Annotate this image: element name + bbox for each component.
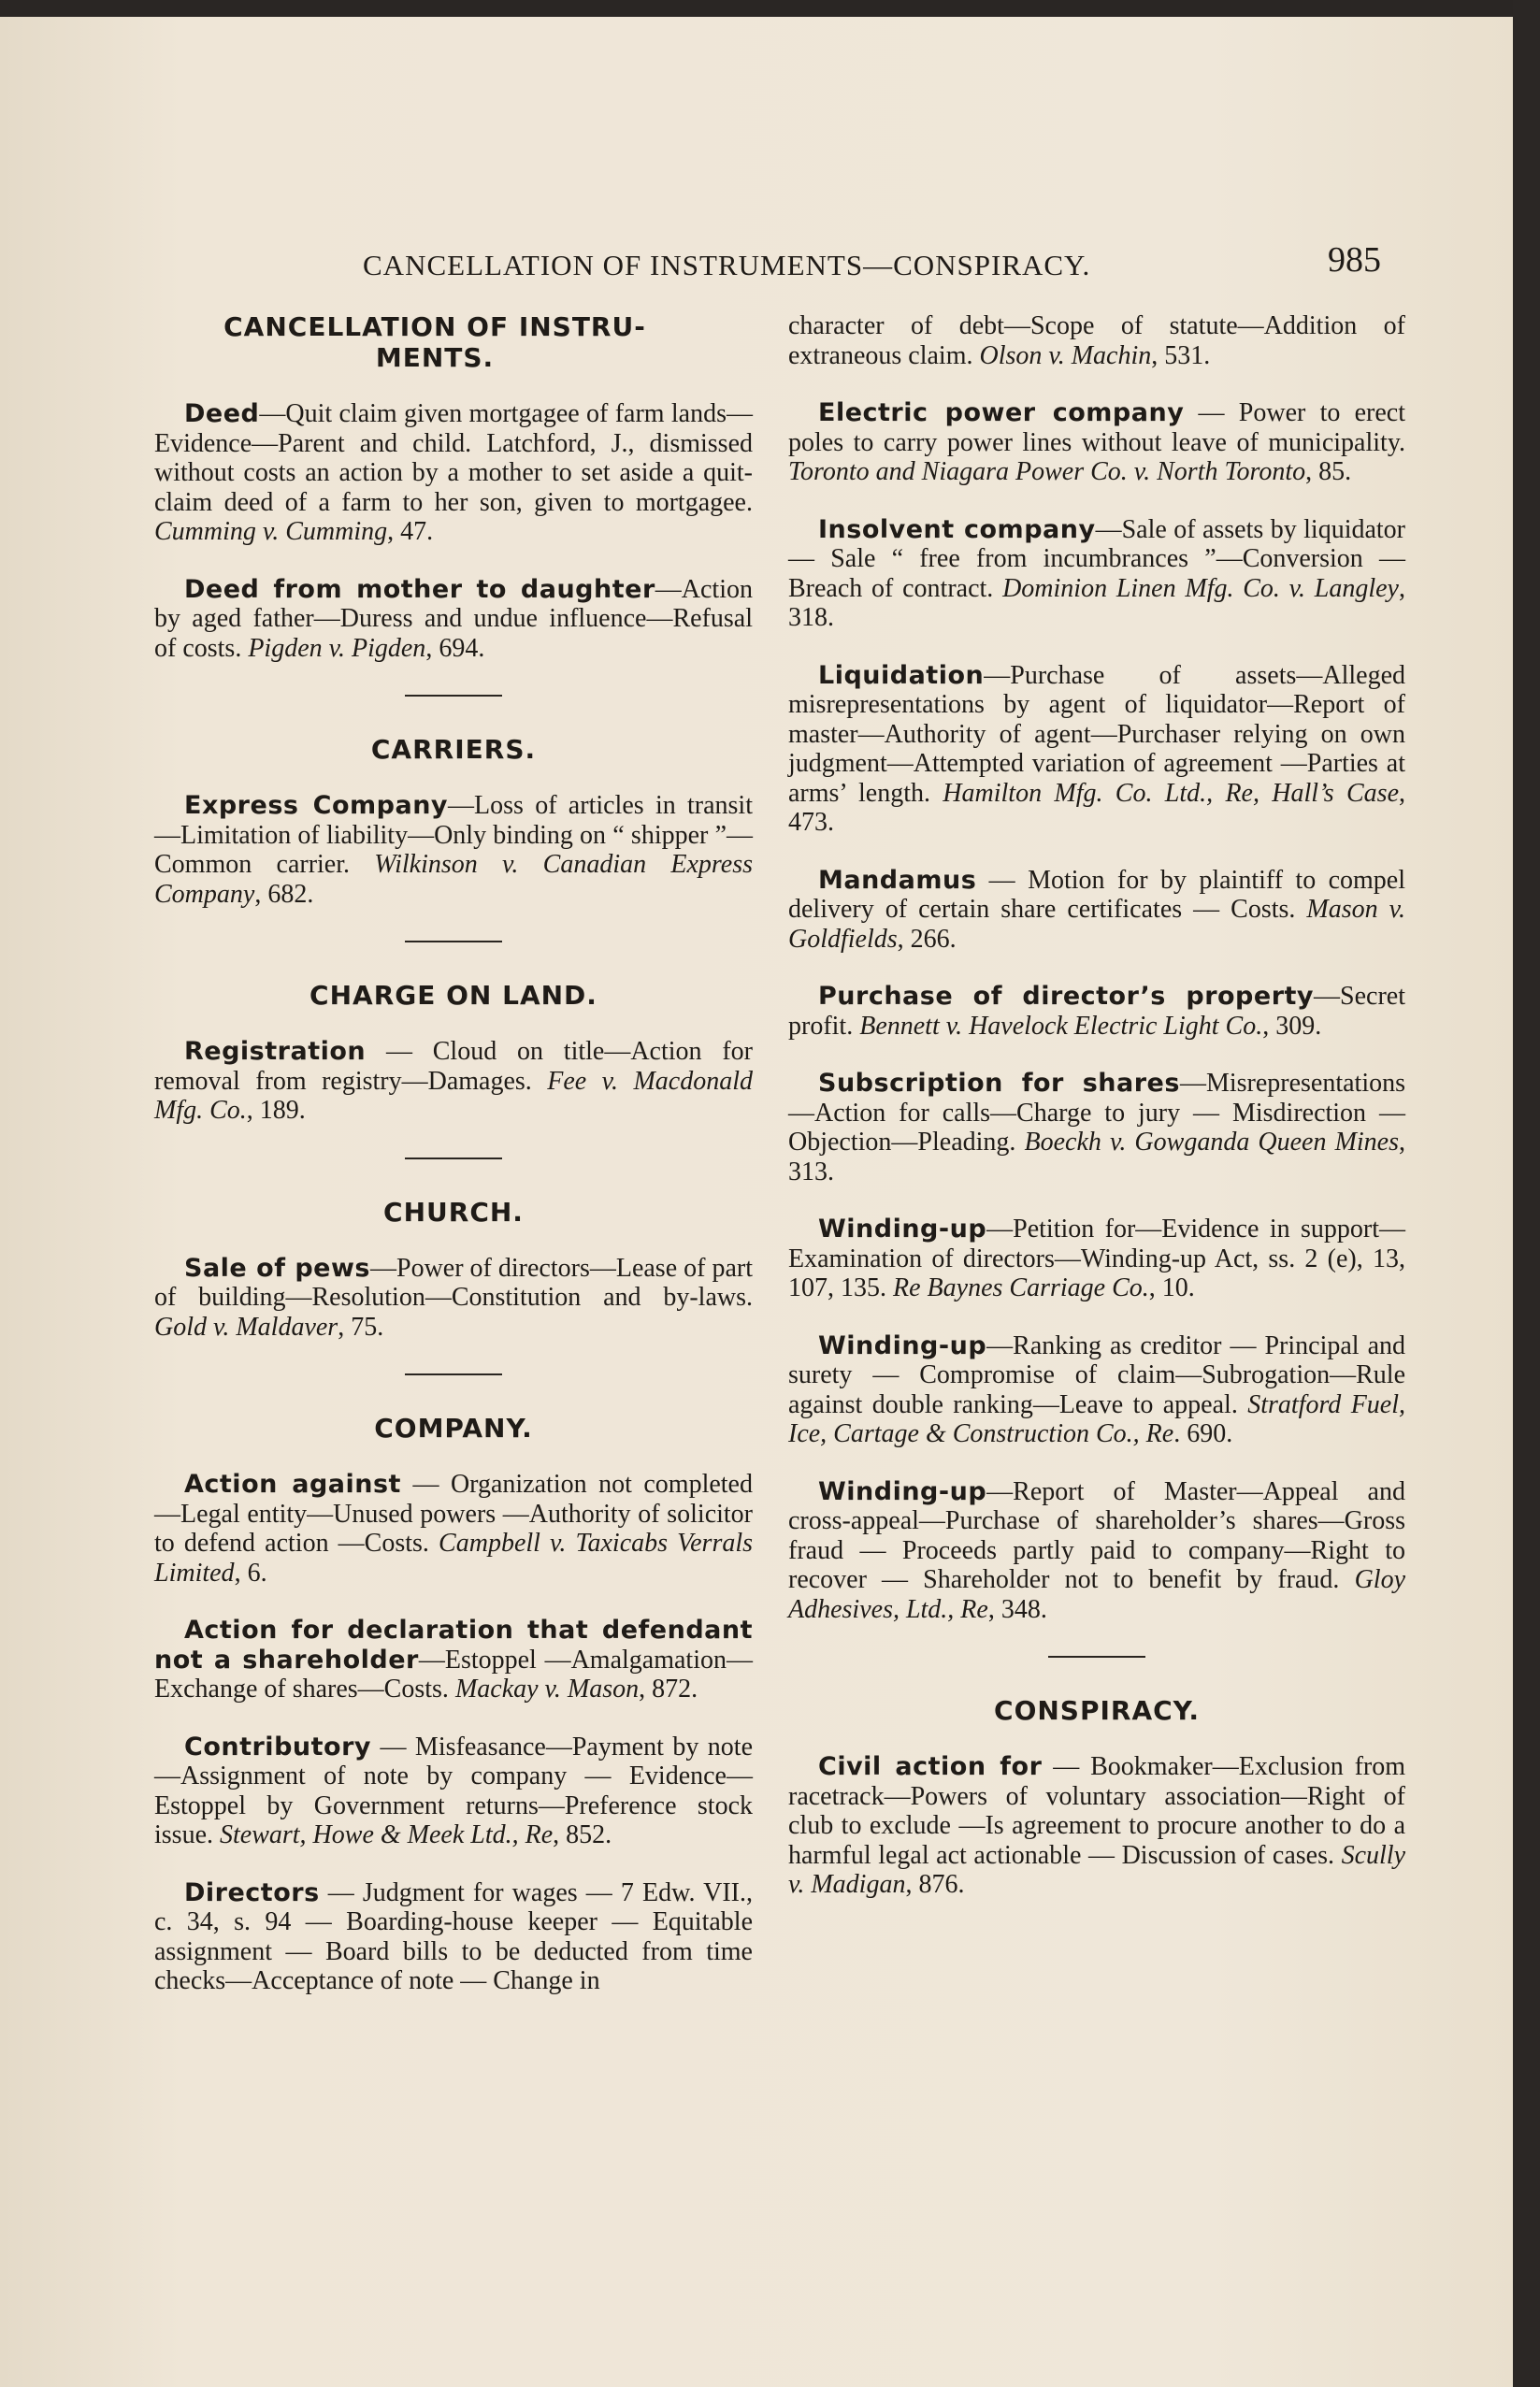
entry-text: —Action by aged father—Duress and undue influence—Refusal of costs. xyxy=(154,574,753,663)
entry-keyword: Winding-up xyxy=(818,1476,987,1506)
entry-text: — Judgment for wages — 7 Edw. VII., c. 34, s. 94 — Boarding-house keeper — Equitable assignment — Board bills to be deducted from time checks—Acceptance of note — Change in xyxy=(154,1877,753,1995)
case-cite: , 189. xyxy=(246,1096,306,1125)
entry-keyword: Purchase of director’s property xyxy=(818,982,1315,1011)
case-cite: , 75. xyxy=(338,1312,384,1342)
section-title-carriers: CARRIERS. xyxy=(370,734,537,765)
case-cite: . 690. xyxy=(1173,1419,1233,1448)
index-entry xyxy=(154,1254,753,1343)
entry-text: character of debt—Scope of statute—Addition of extraneous claim. xyxy=(788,311,1405,370)
index-entry xyxy=(788,661,1405,838)
scan-top-edge xyxy=(0,0,1540,17)
index-entry xyxy=(154,1733,753,1850)
case-name: Re Baynes Carriage Co. xyxy=(893,1273,1149,1302)
section-title-charge-on-land: CHARGE ON LAND. xyxy=(309,980,597,1011)
index-entry xyxy=(154,1616,753,1704)
section-divider xyxy=(405,695,502,697)
case-name: Pigden v. Pigden xyxy=(248,633,426,663)
case-cite: , 682. xyxy=(254,879,314,909)
entry-keyword: Action against xyxy=(184,1470,401,1499)
case-cite: , 531. xyxy=(1151,340,1211,370)
index-entry xyxy=(788,1331,1405,1449)
entry-text: — Organization not completed—Legal entity—Unused powers —Authority of solicitor to defend action —Costs. xyxy=(154,1470,753,1558)
entry-keyword: Winding-up xyxy=(818,1215,987,1244)
index-entry xyxy=(788,398,1405,487)
case-cite: , 694. xyxy=(425,633,485,663)
index-entry xyxy=(788,1215,1405,1303)
case-name: Hamilton Mfg. Co. Ltd., Re, Hall’s Case xyxy=(943,778,1399,808)
entry-keyword: Winding-up xyxy=(818,1330,987,1360)
scan-right-edge xyxy=(1513,0,1540,2387)
entry-text: — Motion for by plaintiff to compel delivery of certain share certificates — Costs. xyxy=(788,865,1405,924)
entry-keyword: Liquidation xyxy=(818,660,985,690)
index-entry xyxy=(154,1037,753,1126)
book-page xyxy=(0,17,1513,2387)
case-cite: , 473. xyxy=(788,778,1405,837)
case-cite: , 266. xyxy=(897,924,957,954)
index-entry xyxy=(154,399,753,547)
section-divider xyxy=(405,1158,502,1159)
index-entry xyxy=(154,1470,753,1588)
case-name: Bennett v. Havelock Electric Light Co. xyxy=(859,1011,1263,1041)
entry-keyword: Contributory xyxy=(184,1732,371,1761)
page-number: 985 xyxy=(1328,240,1381,280)
index-entry xyxy=(788,1752,1405,1900)
case-cite: , 852. xyxy=(553,1820,612,1849)
entry-text: —Sale of assets by liquidator — Sale “ free from incumbrances ”—Conversion — Breach of contract. xyxy=(788,514,1406,603)
left-column xyxy=(154,311,753,2024)
case-cite: , 309. xyxy=(1262,1011,1322,1041)
entry-text: —Power of directors—Lease of part of building—Resolution—Constitution and by-laws. xyxy=(154,1253,753,1312)
entry-text: —Quit claim given mortgagee of farm lands—Evidence—Parent and child. Latchford, J., dismissed without costs an action by a mother to set aside a quit-claim deed of a farm to her son, given to mortgagee. xyxy=(154,399,753,517)
entry-text: —Ranking as creditor — Principal and surety — Compromise of claim—Subrogation—Rule against double ranking—Leave to appeal. xyxy=(788,1330,1405,1419)
entry-text: —Purchase of assets—Alleged misrepresentations by agent of liquidator—Report of master—Authority of agent—Purchaser relying on own judgment—Attempted variation of agreement —Parties at arms’ length. xyxy=(788,660,1405,808)
page-header xyxy=(0,239,1513,295)
entry-keyword: Sale of pews xyxy=(184,1253,370,1283)
entry-keyword: Directors xyxy=(184,1877,320,1907)
case-cite: , 6. xyxy=(234,1558,267,1588)
entry-text: —Misrepresentations—Action for calls—Charge to jury — Misdirection — Objection—Pleading. xyxy=(788,1069,1405,1157)
index-entry xyxy=(154,575,753,664)
entry-keyword: Civil action for xyxy=(818,1752,1043,1781)
index-entry xyxy=(154,1878,753,1996)
continued-entry xyxy=(788,311,1405,370)
case-name: Gloy Adhesives, Ltd., Re xyxy=(788,1565,1405,1624)
entry-text: —Estoppel —Amalgamation—Exchange of shares—Costs. xyxy=(154,1645,753,1704)
case-name: Fee v. Macdonald Mfg. Co. xyxy=(154,1066,753,1125)
entry-keyword: Subscription for shares xyxy=(818,1069,1180,1098)
entry-keyword: Mandamus xyxy=(818,865,977,895)
section-title-church: CHURCH. xyxy=(383,1196,524,1228)
case-cite: , 313. xyxy=(788,1128,1405,1186)
case-name: Mackay v. Mason xyxy=(454,1675,640,1704)
index-entry xyxy=(788,866,1405,955)
entry-text: —Petition for—Evidence in support—Examination of directors—Winding-up Act, ss. 2 (e), 13, 107, 135. xyxy=(788,1215,1405,1302)
case-name: Scully v. Madigan xyxy=(788,1840,1406,1899)
section-divider xyxy=(405,1373,502,1375)
case-name: Campbell v. Taxicabs Verrals Limited xyxy=(154,1529,754,1588)
case-name: Cumming v. Cumming xyxy=(154,517,388,546)
case-name: Boeckh v. Gowganda Queen Mines xyxy=(1024,1128,1399,1157)
case-cite: , 10. xyxy=(1148,1273,1195,1302)
entry-keyword: Registration xyxy=(184,1037,367,1066)
entry-keyword: Deed from mother to daughter xyxy=(184,574,655,604)
entry-keyword: Deed xyxy=(184,399,260,428)
case-name: Gold v. Maldaver xyxy=(154,1312,338,1342)
entry-text: — Misfeasance—Payment by note—Assignment of note by company — Evidence—Estoppel by Government returns—Preference stock issue. xyxy=(154,1732,753,1849)
case-cite: , 85. xyxy=(1305,457,1352,486)
case-cite: , 47. xyxy=(387,517,434,546)
case-name: Wilkinson v. Canadian Express Company xyxy=(154,850,753,909)
entry-keyword: Electric power company xyxy=(818,398,1185,427)
case-name: Dominion Linen Mfg. Co. v. Langley xyxy=(1002,573,1399,603)
entry-text: — Cloud on title—Action for removal from registry—Damages. xyxy=(154,1037,753,1096)
index-entry xyxy=(788,1069,1405,1186)
section-title-conspiracy: CONSPIRACY. xyxy=(994,1695,1200,1726)
entry-keyword: Insolvent company xyxy=(818,514,1096,544)
running-title: CANCELLATION OF INSTRUMENTS—CONSPIRACY. xyxy=(363,249,1091,281)
section-title-cancellation: CANCELLATION OF INSTRU-MENTS. xyxy=(223,311,646,373)
case-cite: , 348. xyxy=(987,1594,1047,1624)
case-cite: , 876. xyxy=(905,1870,965,1899)
index-entry xyxy=(788,1477,1405,1625)
entry-text: — Bookmaker—Exclusion from racetrack—Powers of voluntary association—Right of club to exclude —Is agreement to procure another to do a harmful legal act actionable — Discussion of cases. xyxy=(788,1752,1405,1870)
entry-text: —Secret profit. xyxy=(788,982,1405,1041)
entry-text: — Power to erect poles to carry power lines without leave of municipality. xyxy=(788,398,1405,457)
index-entry xyxy=(788,982,1405,1041)
case-name: Mason v. Goldfields xyxy=(788,895,1405,954)
entry-text: —Loss of articles in transit—Limitation of liability—Only binding on “ shipper ”—Common carrier. xyxy=(154,791,753,879)
index-entry xyxy=(154,791,753,909)
section-divider xyxy=(405,941,502,942)
entry-text: —Report of Master—Appeal and cross-appeal—Purchase of shareholder’s shares—Gross fraud — Proceeds partly paid to company—Right to recover — Shareholder not to benefit by fraud. xyxy=(788,1476,1405,1594)
case-name: Stewart, Howe & Meek Ltd., Re xyxy=(220,1820,554,1849)
case-name: Olson v. Machin xyxy=(979,340,1152,370)
entry-keyword: Express Company xyxy=(184,791,449,820)
section-title-company: COMPANY. xyxy=(374,1413,533,1444)
case-cite: , 872. xyxy=(639,1675,698,1704)
index-entry xyxy=(788,515,1405,633)
case-name: Toronto and Niagara Power Co. v. North Toronto xyxy=(788,457,1306,486)
section-divider xyxy=(1048,1656,1145,1658)
right-column xyxy=(788,311,1405,1928)
entry-keyword: Action for declaration that defendant not a shareholder xyxy=(154,1616,753,1675)
case-cite: , 318. xyxy=(788,573,1405,632)
case-name: Stratford Fuel, Ice, Cartage & Construction Co., Re xyxy=(788,1389,1406,1448)
